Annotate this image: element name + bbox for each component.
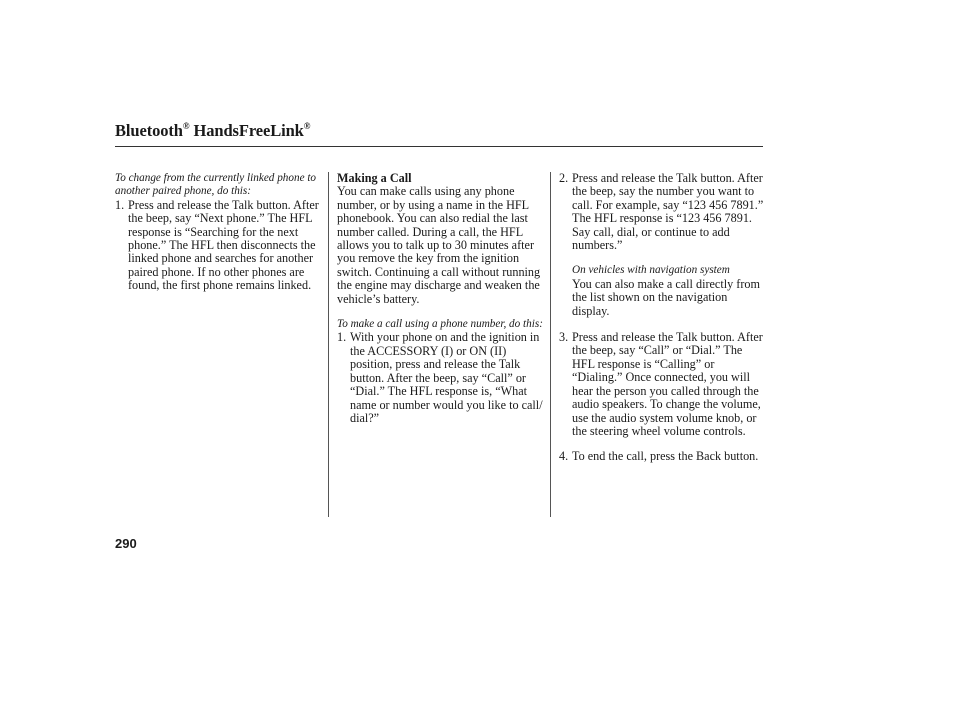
column-call-steps <box>559 172 767 464</box>
column-making-a-call <box>337 172 543 425</box>
making-call-intro: You can make calls using any phone number, or by using a name in the HFL phonebook. You can also redial the last number called. During a call, the HFL allows you to talk up to 30 minutes after you remove the key from the ignition switch. Continuing a call without running the engine may discharge and weaken the vehicle’s battery. <box>337 184 541 306</box>
list-item <box>559 450 767 463</box>
step-text: With your phone on and the ignition in the ACCESSORY (I) or ON (II) position, press and release the Talk button. After the beep, say “Call” or “Dial.” The HFL response is, “What name or number would you like to call/ dial?” <box>350 330 543 425</box>
registered-mark: ® <box>303 120 311 131</box>
nav-note <box>559 264 767 318</box>
step-text: To end the call, press the Back button. <box>572 449 759 464</box>
step-number: 1. <box>115 197 125 212</box>
navigation-text: You can also make a call directly from the list shown on the navigation display. <box>572 276 760 318</box>
list-item <box>559 172 767 252</box>
page-title <box>115 121 310 141</box>
registered-mark: ® <box>182 120 190 131</box>
step-number: 1. <box>337 330 347 345</box>
title-divider <box>115 146 763 147</box>
column-divider <box>550 172 551 517</box>
phone-number-caption: To make a call using a phone number, do this: <box>337 318 543 331</box>
step-number: 3. <box>559 330 569 345</box>
page-number: 290 <box>115 536 137 551</box>
list-item <box>337 331 543 425</box>
navigation-caption: On vehicles with navigation system <box>572 264 730 277</box>
list-item <box>115 199 320 293</box>
title-handsfreelink: HandsFreeLink <box>189 121 304 140</box>
title-bluetooth: Bluetooth <box>115 121 183 140</box>
step-number: 4. <box>559 449 569 464</box>
section-heading: Making a Call <box>337 171 412 185</box>
step-text: Press and release the Talk button. After the beep, say the number you want to call. For example, say “123 456 7891.” The HFL response is “123 456 7891. Say call, dial, or continue to add numbers.” <box>572 171 764 253</box>
step-number: 2. <box>559 171 569 185</box>
list-item <box>559 331 767 438</box>
column-change-phone <box>115 172 320 293</box>
step-text: Press and release the Talk button. After the beep, say “Next phone.” The HFL response is “Searching for the next phone.” The HFL then disconnects the linked phone and searches for another paired phone. If no other phones are found, the first phone remains linked. <box>128 197 319 293</box>
change-phone-caption: To change from the currently linked phone to another paired phone, do this: <box>115 172 317 198</box>
step-text: Press and release the Talk button. After the beep, say “Call” or “Dial.” The HFL response is “Calling” or “Dialing.” Once connected, you will hear the person you called through the audio speakers. To change the volume, use the audio system volume knob, or the steering wheel volume controls. <box>572 330 763 438</box>
column-divider <box>328 172 329 517</box>
